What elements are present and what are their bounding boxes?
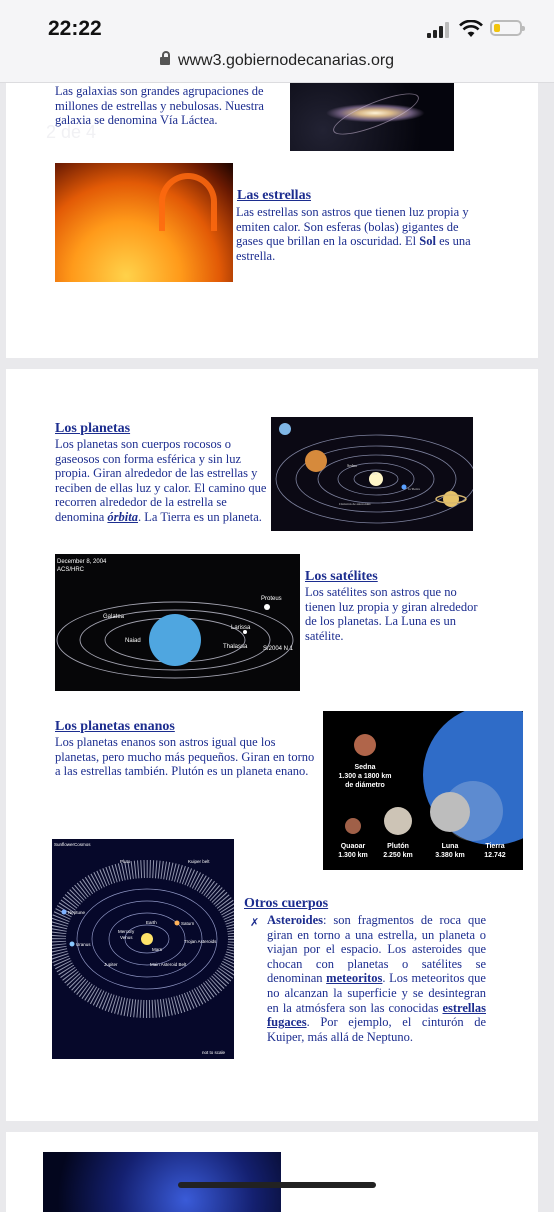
img-label-galatea: Galatea <box>103 614 125 620</box>
browser-header <box>0 0 554 83</box>
img-label-proteus: Proteus <box>261 596 282 602</box>
img-label-naiad: Naiad <box>125 638 141 644</box>
img-label-cinturon: Cinturón de asteroides <box>339 502 371 506</box>
asteroides-text-a: : son fragmentos de roca que giran en torno a una estrella, un planeta o viajan por el espacio. Los asteroides que chocan con planetas o satélites se denominan <box>267 913 486 986</box>
otros-title[interactable]: Otros cuerpos <box>244 896 329 911</box>
asteroides-title: Asteroides <box>267 913 324 927</box>
img-label-pluton-size: 2.250 km <box>383 852 413 859</box>
img-label-pluto: Pluto <box>120 859 131 864</box>
img-label-main-belt: Main Asteroid Belt <box>150 962 187 967</box>
img-label-trojan: Trojan Asteroids <box>184 939 217 944</box>
img-label-sedna: Sedna <box>347 463 357 468</box>
img-label-brand: SunflowerCosmos <box>54 842 91 847</box>
enanos-title[interactable]: Los planetas enanos <box>55 719 175 734</box>
estrellas-text <box>236 205 476 263</box>
sol-bold: Sol <box>419 234 436 249</box>
estrellas-title[interactable]: Las estrellas <box>237 188 312 203</box>
img-label-date: December 8, 2004 <box>57 559 107 565</box>
estrellas-text-b: es una estrella. <box>236 234 471 263</box>
img-label-earth: Earth <box>146 920 157 925</box>
orbita-link[interactable]: órbita <box>107 509 138 524</box>
galaxy-image <box>290 82 454 151</box>
content-card-2 <box>6 369 538 1121</box>
address-bar[interactable] <box>0 52 554 70</box>
img-label-sedna-size: 1.300 a 1800 km <box>338 773 392 780</box>
estrellas-fugaces-link[interactable]: estrellas fugaces <box>267 1000 486 1030</box>
img-label-uranus: Uranus <box>76 942 91 947</box>
img-label-pluton: Plutón <box>387 843 409 850</box>
url-text: www3.gobiernodecanarias.org <box>177 52 395 69</box>
battery-icon <box>490 20 522 36</box>
content-card-3 <box>6 1132 538 1212</box>
img-label-acs: ACS/HRC <box>57 567 85 573</box>
solar-system-image <box>271 417 473 531</box>
status-time: 22:22 <box>48 17 102 40</box>
planetas-text-a: Los planetas son cuerpos rocosos o gaseosos con forma esférica y sin luz propia. Giran alrededor de las estrellas y reciben de ellas luz y calor. El camino que recorren alrededor de la estrella se denomina <box>55 437 267 524</box>
img-label-thalassa: Thalassa <box>223 644 248 650</box>
img-label-jupiter: Jupiter <box>104 962 118 967</box>
img-label-kuiper: Kuiper belt <box>188 859 210 864</box>
img-label-sedna2: Sedna <box>354 764 376 771</box>
img-label-tierra: la Tierra <box>408 487 420 491</box>
planetas-text <box>55 437 270 525</box>
ghost-page-label: 2 de 4 <box>46 122 97 142</box>
satelites-title[interactable]: Los satélites <box>305 569 378 584</box>
sun-image <box>55 163 233 282</box>
cellular-signal-icon <box>427 22 453 38</box>
img-label-quaoar-size: 1.300 km <box>338 852 368 859</box>
img-label-not-to-scale: not to scale <box>202 1050 226 1055</box>
img-label-mercury: Mercury <box>118 929 135 934</box>
img-label-sol: Sol <box>372 471 378 476</box>
img-label-larissa: Larissa <box>231 625 251 631</box>
dwarf-planets-image <box>323 711 523 870</box>
wifi-icon <box>459 20 483 38</box>
asteroides-text-b: . Los meteoritos que no alcanzan la superficie y se desintegran en la atmósfera son las conocidas <box>267 971 486 1015</box>
content-card-1 <box>6 82 538 358</box>
img-label-s2004: S/2004 N 1 <box>263 646 294 652</box>
asteroides-text-c: . Por ejemplo, el cinturón de Kuiper, más allá de Neptuno. <box>267 1015 486 1044</box>
kuiper-belt-image <box>52 839 234 1059</box>
asteroides-text <box>267 913 486 1044</box>
img-label-tierra-size: 12.742 <box>484 852 506 859</box>
planetas-title[interactable]: Los planetas <box>55 421 131 436</box>
img-label-mars: Mars <box>152 947 162 952</box>
img-label-luna: Luna <box>441 843 459 850</box>
img-label-saturn: Saturn <box>181 921 195 926</box>
satelites-text: Los satélites son astros que no tienen luz propia y giran alrededor de los planetas. La Luna es un satélite. <box>305 585 478 643</box>
enanos-text: Los planetas enanos son astros igual que los planetas, pero mucho más pequeños. Giran en torno a las estrellas también. Plutón es un planeta enano. <box>55 735 315 779</box>
img-label-venus: Venus <box>120 935 133 940</box>
galaxias-text: Las galaxias son grandes agrupaciones de millones de estrellas y nebulosas. Nuestra galaxia se denomina Vía Láctea. <box>55 84 264 128</box>
img-label-tierra2: Tierra <box>485 843 505 850</box>
home-indicator[interactable] <box>178 1182 376 1188</box>
estrellas-text-a: Las estrellas son astros que tienen luz propia y emiten calor. Son esferas (bolas) gigantes de gases que brillan en la oscuridad. El <box>236 205 469 249</box>
meteoritos-link[interactable]: meteoritos <box>326 971 383 986</box>
planetas-text-b: . La Tierra es un planeta. <box>137 509 262 524</box>
img-label-luna-size: 3.380 km <box>435 852 465 859</box>
neptune-satellites-image <box>55 554 300 691</box>
img-label-sedna-unit: de diámetro <box>345 782 385 789</box>
img-label-quaoar: Quaoar <box>340 843 366 850</box>
img-label-neptune: Neptune <box>68 910 86 915</box>
asteroides-bullet-icon: ✗ <box>250 917 260 929</box>
lock-icon <box>160 57 170 65</box>
